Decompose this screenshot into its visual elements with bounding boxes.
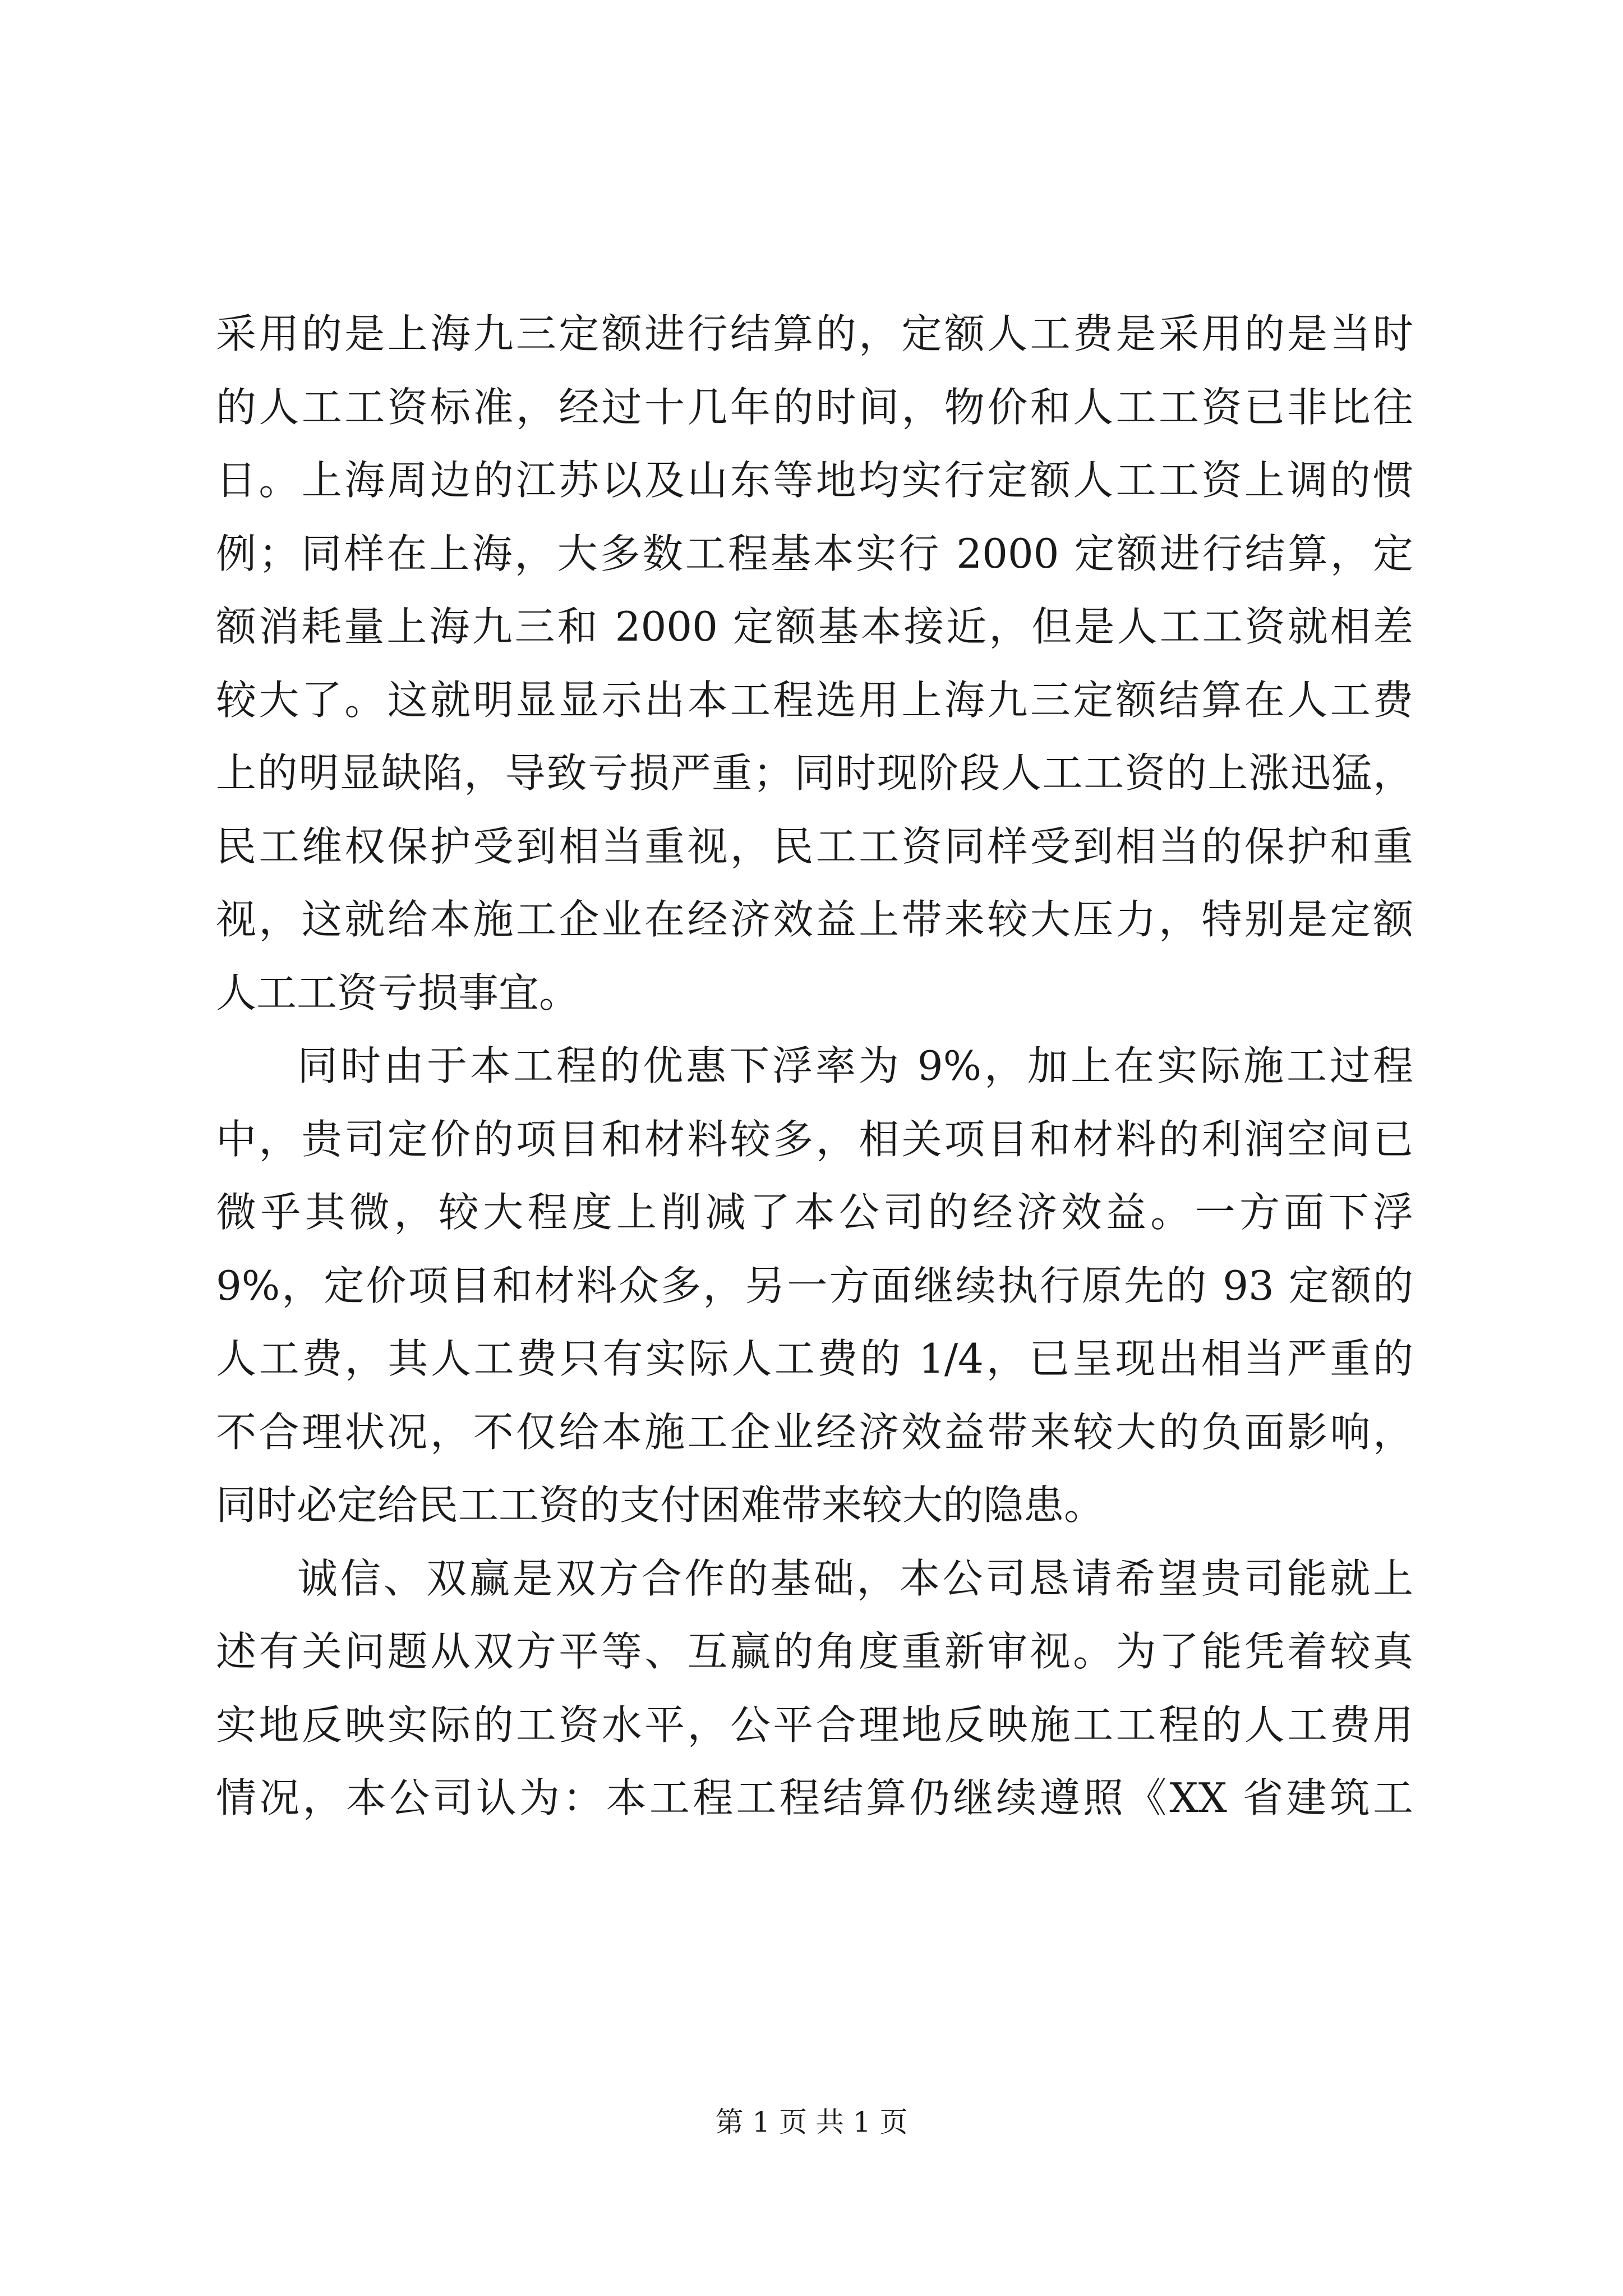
text-line: 同时必定给民工工资的支付困难带来较大的隐患。: [216, 1481, 1105, 1529]
text-line: 实地反映实际的工资水平，公平合理地反映施工工程的人工费用: [216, 1701, 1413, 1749]
text-line: 额消耗量上海九三和 2000 定额基本接近，但是人工工资就相差: [216, 603, 1413, 650]
text-line: 的人工工资标准，经过十几年的时间，物价和人工工资已非比往: [216, 383, 1413, 431]
text-line: 述有关问题从双方平等、互赢的角度重新审视。为了能凭着较真: [216, 1628, 1413, 1675]
text-line: 不合理状况，不仅给本施工企业经济效益带来较大的负面影响，: [216, 1408, 1413, 1456]
body-text: [216, 297, 1413, 1835]
text-line: 中，贵司定价的项目和材料较多，相关项目和材料的利润空间已: [216, 1115, 1413, 1163]
text-line: 人工费，其人工费只有实际人工费的 1/4，已呈现出相当严重的: [216, 1335, 1413, 1382]
text-line: 上的明显缺陷，导致亏损严重；同时现阶段人工工资的上涨迅猛，: [216, 749, 1413, 797]
text-line: 诚信、双赢是双方合作的基础，本公司恳请希望贵司能就上: [297, 1554, 1413, 1602]
text-line: 视，这就给本施工企业在经济效益上带来较大压力，特别是定额: [216, 896, 1413, 943]
text-line: 情况，本公司认为：本工程工程结算仍继续遵照《XX 省建筑工: [216, 1774, 1413, 1821]
text-line: 微乎其微，较大程度上削减了本公司的经济效益。一方面下浮: [216, 1189, 1413, 1236]
page-footer: [0, 2102, 1623, 2142]
page-number: 第 1 页 共 1 页: [715, 2106, 908, 2138]
text-line: 采用的是上海九三定额进行结算的，定额人工费是采用的是当时: [216, 310, 1413, 357]
text-line: 日。上海周边的江苏以及山东等地均实行定额人工工资上调的惯: [216, 457, 1413, 504]
text-line: 例；同样在上海，大多数工程基本实行 2000 定额进行结算，定: [216, 530, 1413, 577]
text-line: 9%，定价项目和材料众多，另一方面继续执行原先的 93 定额的: [216, 1262, 1413, 1309]
text-line: 民工维权保护受到相当重视，民工工资同样受到相当的保护和重: [216, 822, 1413, 870]
text-line: 人工工资亏损事宜。: [216, 969, 580, 1016]
text-line: 同时由于本工程的优惠下浮率为 9%，加上在实际施工过程: [297, 1042, 1413, 1089]
text-line: 较大了。这就明显显示出本工程选用上海九三定额结算在人工费: [216, 676, 1413, 724]
